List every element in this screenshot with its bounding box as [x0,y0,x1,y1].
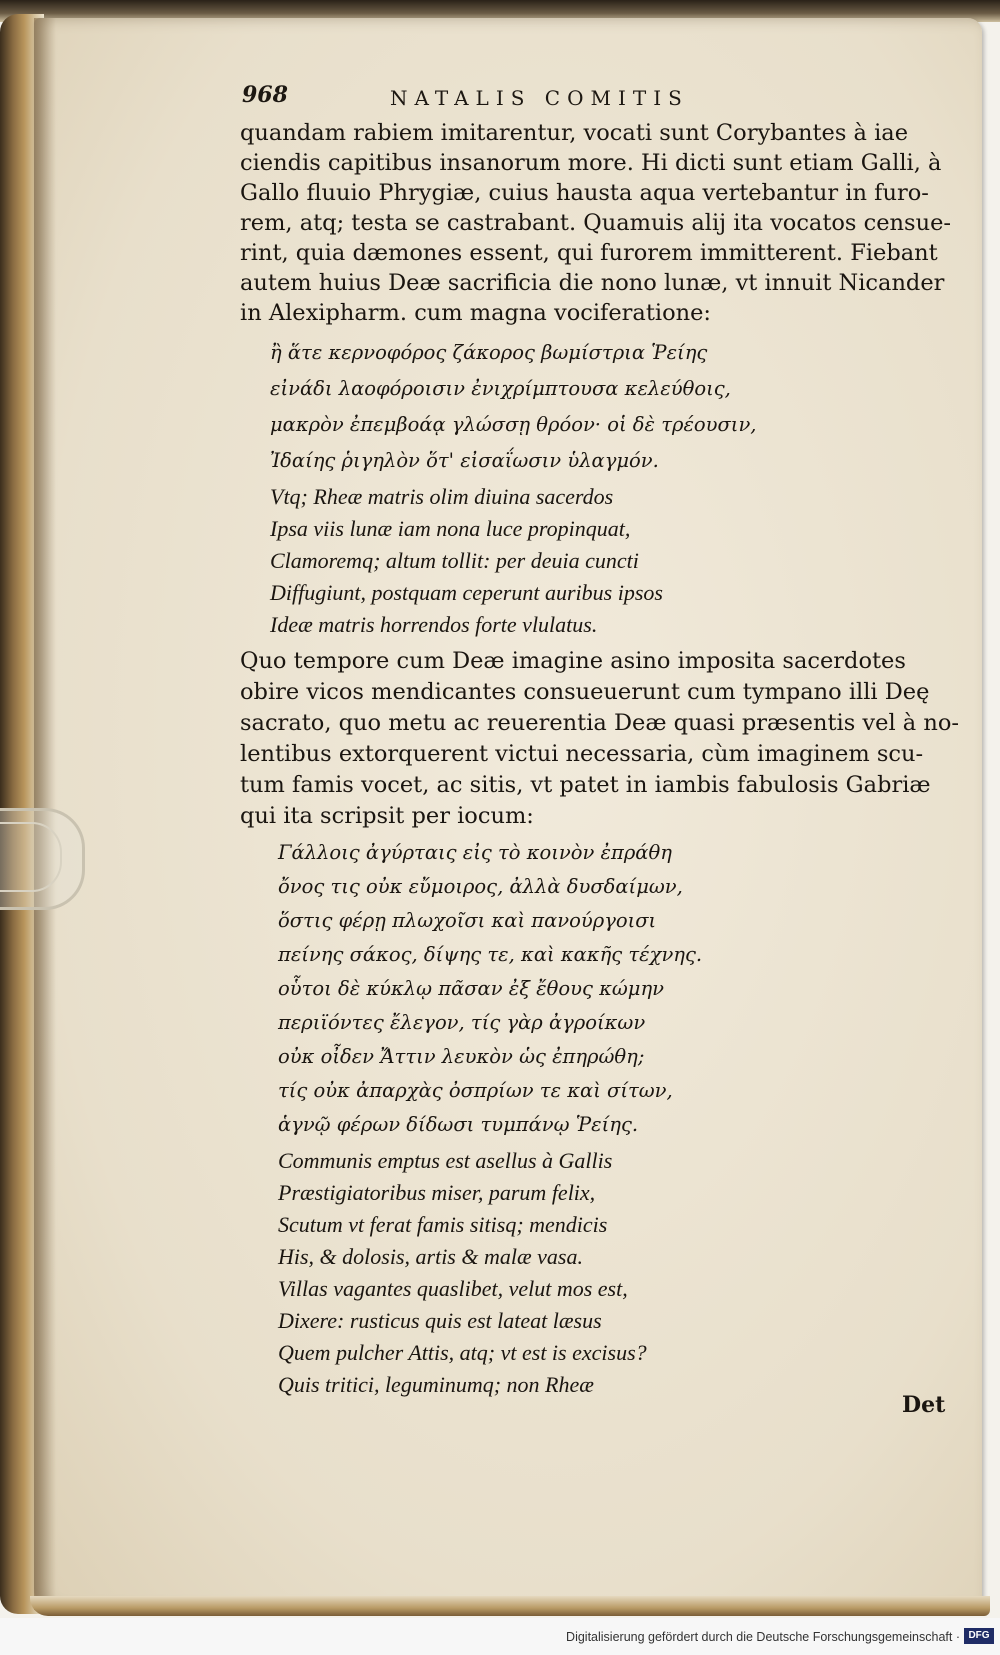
latin-verse-line: Diffugiunt, postquam ceperunt auribus ipsos [270,580,663,605]
greek-verse-line: πείνης σάκος, δίψης τε, καὶ κακῆς τέχνης. [278,943,703,966]
greek-verse-line: ὅστις φέρῃ πλωχοῖσι καὶ πανούργοισι [278,909,657,932]
latin-verse-line: Quis tritici, leguminumq; non Rheæ [278,1372,594,1397]
greek-verse-line: οὗτοι δὲ κύκλῳ πᾶσαν ἐξ ἔθους κώμην [278,977,664,1000]
latin-verse-line: Villas vagantes quaslibet, velut mos est, [278,1276,628,1301]
text-line: ciendis capitibus insanorum more. Hi dicti sunt etiam Galli, à [240,150,942,176]
text-line: rint, quia dæmones essent, qui furorem immitterent. Fiebant [240,240,938,266]
text-line: obire vicos mendicantes consueuerunt cum tympano illi Deę [240,679,930,705]
greek-verse-line: μακρὸν ἐπεμβοάᾳ γλώσσῃ θρόον· οἱ δὲ τρέουσιν, [270,413,757,436]
text-line: lentibus extorquerent victui necessaria, cùm imaginem scu- [240,741,924,767]
greek-verse-line: Ἰδαίης ῥιγηλὸν ὅτ' εἰσαΐωσιν ὑλαγμόν. [270,449,659,472]
text-line: sacrato, quo metu ac reuerentia Deæ quasi præsentis vel à no- [240,710,960,736]
dfg-logo-icon: DFG [964,1628,994,1644]
text-line: autem huius Deæ sacrificia die nono lunæ, vt innuit Nicander [240,270,945,296]
latin-verse-line: Dixere: rusticus quis est lateat læsus [278,1308,602,1333]
latin-verse-line: Clamoremq; altum tollit: per deuia cuncti [270,548,639,573]
latin-verse-line: Vtq; Rheæ matris olim diuina sacerdos [270,484,614,509]
latin-verse-line: Scutum vt ferat famis sitisq; mendicis [278,1212,608,1237]
catchword: Det [902,1392,946,1418]
digitization-footer [0,1618,1000,1655]
text-line: Quo tempore cum Deæ imagine asino imposita sacerdotes [240,648,906,674]
latin-verse-line: Quem pulcher Attis, atq; vt est is excisus? [278,1340,647,1365]
text-line: Gallo fluuio Phrygiæ, cuius hausta aqua vertebantur in furo- [240,180,929,206]
greek-verse-line: ἢ ἅτε κερνοφόρος ζάκορος βωμίστρια Ῥείης [270,341,708,364]
text-line: tum famis vocet, ac sitis, vt patet in iambis fabulosis Gabriæ [240,772,931,798]
running-head: NATALIS COMITIS [390,86,689,110]
greek-verse-line: τίς οὐκ ἀπαρχὰς ὀσπρίων τε καὶ σίτων, [278,1079,673,1102]
greek-verse-line: εἰνάδι λαοφόροισιν ἐνιχρίμπτουσα κελεύθοις, [270,377,731,400]
latin-verse-line: Communis emptus est asellus à Gallis [278,1148,613,1173]
page-number: 968 [242,82,288,108]
text-line: quandam rabiem imitarentur, vocati sunt Corybantes à iae [240,120,909,146]
greek-verse-line: ἁγνῷ φέρων δίδωσι τυμπάνῳ Ῥείης. [278,1113,639,1136]
text-line: qui ita scripsit per iocum: [240,803,534,829]
latin-verse-line: His, & dolosis, artis & malæ vasa. [278,1244,583,1269]
greek-verse-line: περιϊόντες ἔλεγον, τίς γὰρ ἀγροίκων [278,1011,646,1034]
latin-verse-line: Ideæ matris horrendos forte vlulatus. [270,612,598,637]
greek-verse-line: οὐκ οἶδεν Ἄττιν λευκὸν ὡς ἐπηρώθη; [278,1045,645,1068]
latin-verse-line: Præstigiatoribus miser, parum felix, [278,1180,596,1205]
greek-verse-line: Γάλλοις ἀγύρταις εἰς τὸ κοινὸν ἐπράθη [278,841,672,864]
text-line: rem, atq; testa se castrabant. Quamuis alij ita vocatos censue- [240,210,951,236]
greek-verse-line: ὄνος τις οὐκ εὔμοιρος, ἀλλὰ δυσδαίμων, [278,875,683,898]
footer-credit: Digitalisierung gefördert durch die Deutsche Forschungsgemeinschaft · [566,1630,960,1644]
latin-verse-line: Ipsa viis lunæ iam nona luce propinquat, [270,516,631,541]
text-line: in Alexipharm. cum magna vociferatione: [240,300,712,326]
